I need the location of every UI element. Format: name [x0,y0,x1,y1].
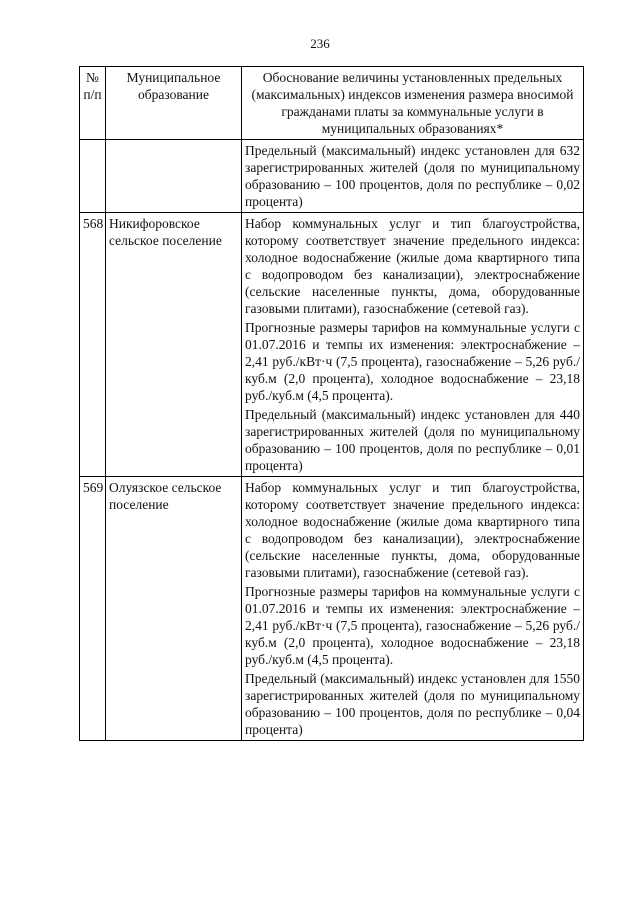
row-number: 568 [80,213,106,477]
header-municipality: Муниципальное образование [106,67,242,140]
header-basis: Обоснование величины установленных предельных (максимальных) индексов изменения размера вносимой гражданами платы за коммунальные услуги в муниципальных образованиях* [242,67,584,140]
basis-paragraph: Набор коммунальных услуг и тип благоустройства, которому соответствует значение предельного индекса: холодное водоснабжение (жилые дома квартирного типа с водопроводом без канализации), электроснабжение (сельские населенные пункты, дома, оборудованные газовыми плитами), газоснабжение (сетевой газ). [245,480,580,580]
tariff-index-table [79,66,584,741]
header-number: № п/п [80,67,106,140]
row-number [80,140,106,213]
row-basis [242,140,584,213]
table-row [80,140,584,213]
row-number: 569 [80,477,106,741]
row-municipality: Олуязское сельское поселение [106,477,242,741]
basis-paragraph: Предельный (максимальный) индекс установлен для 632 зарегистрированных жителей (доля по муниципальному образованию – 100 процентов, доля по республике – 0,02 процента) [245,143,580,209]
row-municipality: Никифоровское сельское поселение [106,213,242,477]
basis-paragraph: Набор коммунальных услуг и тип благоустройства, которому соответствует значение предельного индекса: холодное водоснабжение (жилые дома квартирного типа с водопроводом без канализации), электроснабжение (сельские населенные пункты, дома, оборудованные газовыми плитами), газоснабжение (сетевой газ). [245,216,580,316]
table-header-row [80,67,584,140]
row-basis [242,213,584,477]
basis-paragraph: Прогнозные размеры тарифов на коммунальные услуги с 01.07.2016 и темпы их изменения: электроснабжение – 2,41 руб./кВт·ч (7,5 процента), газоснабжение – 5,26 руб./куб.м (2,0 процента), холодное водоснабжение – 23,18 руб./куб.м (4,5 процента). [245,320,580,403]
table-row [80,213,584,477]
page-number: 236 [310,36,330,51]
basis-paragraph: Предельный (максимальный) индекс установлен для 1550 зарегистрированных жителей (доля по муниципальному образованию – 100 процентов, доля по республике – 0,04 процента) [245,671,580,737]
basis-paragraph: Прогнозные размеры тарифов на коммунальные услуги с 01.07.2016 и темпы их изменения: электроснабжение – 2,41 руб./кВт·ч (7,5 процента), газоснабжение – 5,26 руб./куб.м (2,0 процента), холодное водоснабжение – 23,18 руб./куб.м (4,5 процента). [245,584,580,667]
row-basis [242,477,584,741]
table-row [80,477,584,741]
row-municipality [106,140,242,213]
basis-paragraph: Предельный (максимальный) индекс установлен для 440 зарегистрированных жителей (доля по муниципальному образованию – 100 процентов, доля по республике – 0,01 процента) [245,407,580,473]
